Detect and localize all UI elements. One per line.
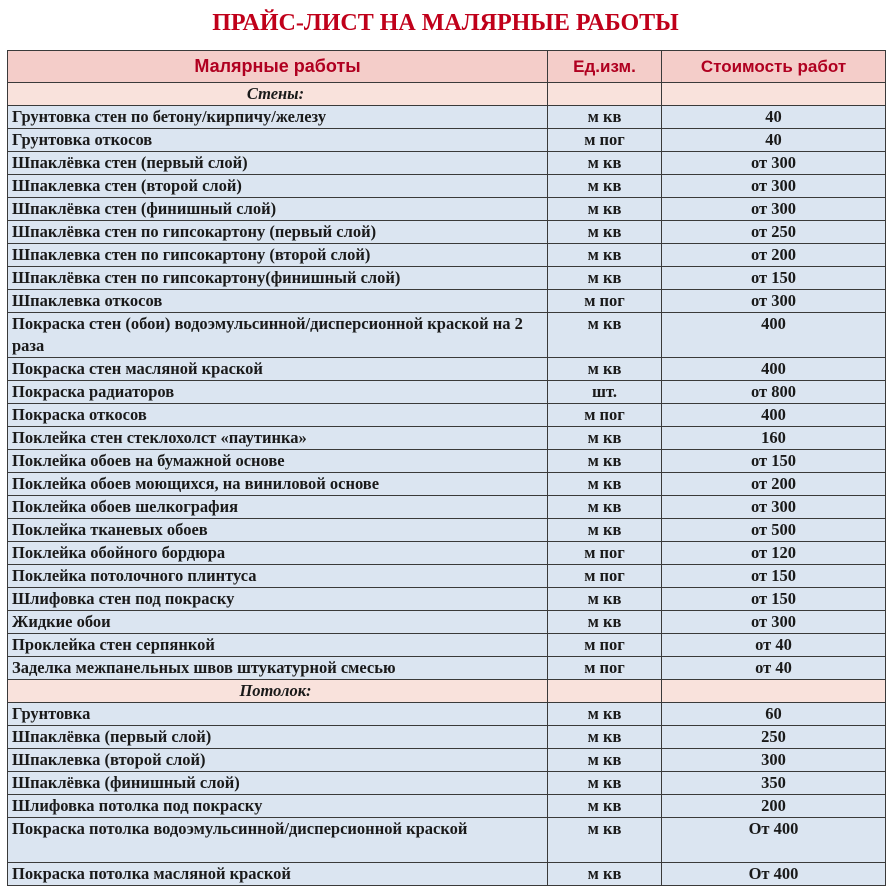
unit-cell: м кв (548, 473, 662, 496)
header-unit: Ед.изм. (548, 51, 662, 83)
unit-cell: м пог (548, 634, 662, 657)
unit-cell: м кв (548, 450, 662, 473)
price-cell: 60 (662, 703, 886, 726)
table-row (8, 106, 886, 129)
table-row (8, 588, 886, 611)
unit-cell: м кв (548, 152, 662, 175)
price-cell: от 150 (662, 450, 886, 473)
section-title: Потолок: (8, 680, 548, 703)
unit-cell: м кв (548, 175, 662, 198)
price-cell: от 150 (662, 565, 886, 588)
unit-cell: м кв (548, 496, 662, 519)
unit-cell: м кв (548, 427, 662, 450)
table-row (8, 772, 886, 795)
unit-cell: м кв (548, 818, 662, 863)
price-cell: 350 (662, 772, 886, 795)
header-work-name: Малярные работы (8, 51, 548, 83)
price-cell: от 200 (662, 473, 886, 496)
unit-cell: м кв (548, 611, 662, 634)
table-row (8, 129, 886, 152)
table-row (8, 221, 886, 244)
unit-cell: м кв (548, 519, 662, 542)
work-name-cell: Грунтовка (8, 703, 548, 726)
price-cell: от 40 (662, 634, 886, 657)
price-cell: от 300 (662, 496, 886, 519)
table-row (8, 473, 886, 496)
table-row (8, 726, 886, 749)
price-cell: от 500 (662, 519, 886, 542)
table-row (8, 818, 886, 863)
unit-cell: м кв (548, 863, 662, 886)
price-cell: 160 (662, 427, 886, 450)
work-name-cell: Шпаклёвка стен (первый слой) (8, 152, 548, 175)
price-cell: от 40 (662, 657, 886, 680)
page-title: ПРАЙС-ЛИСТ НА МАЛЯРНЫЕ РАБОТЫ (212, 10, 679, 36)
price-cell: 300 (662, 749, 886, 772)
work-name-cell: Шпаклёвка стен по гипсокартону (первый слой) (8, 221, 548, 244)
table-header-row (8, 51, 886, 83)
table-row (8, 565, 886, 588)
price-cell: От 400 (662, 863, 886, 886)
unit-cell: шт. (548, 381, 662, 404)
work-name-cell: Шпаклёвка стен (финишный слой) (8, 198, 548, 221)
table-row (8, 313, 886, 358)
section-empty-cell (548, 680, 662, 703)
work-name-cell: Шпаклевка стен (второй слой) (8, 175, 548, 198)
work-name-cell: Покраска потолка масляной краской (8, 863, 548, 886)
price-cell: от 300 (662, 175, 886, 198)
table-row (8, 496, 886, 519)
table-row (8, 542, 886, 565)
price-cell: от 250 (662, 221, 886, 244)
table-row (8, 450, 886, 473)
unit-cell: м кв (548, 221, 662, 244)
table-row (8, 703, 886, 726)
work-name-cell: Поклейка тканевых обоев (8, 519, 548, 542)
table-row (8, 519, 886, 542)
work-name-cell: Шлифовка потолка под покраску (8, 795, 548, 818)
price-cell: от 300 (662, 198, 886, 221)
price-cell: От 400 (662, 818, 886, 863)
work-name-cell: Шпаклёвка (финишный слой) (8, 772, 548, 795)
unit-cell: м кв (548, 726, 662, 749)
work-name-cell: Покраска радиаторов (8, 381, 548, 404)
price-cell: от 120 (662, 542, 886, 565)
unit-cell: м кв (548, 313, 662, 358)
price-cell: 400 (662, 313, 886, 358)
work-name-cell: Покраска стен (обои) водоэмульсинной/дисперсионной краской на 2 раза (8, 313, 548, 358)
work-name-cell: Жидкие обои (8, 611, 548, 634)
work-name-cell: Шпаклёвка стен по гипсокартону(финишный слой) (8, 267, 548, 290)
price-cell: 200 (662, 795, 886, 818)
price-cell: от 150 (662, 267, 886, 290)
work-name-cell: Поклейка обоев шелкография (8, 496, 548, 519)
table-row (8, 657, 886, 680)
price-table (7, 50, 886, 886)
section-header-row (8, 680, 886, 703)
work-name-cell: Покраска потолка водоэмульсинной/дисперсионной краской (8, 818, 548, 863)
header-price: Стоимость работ (662, 51, 886, 83)
work-name-cell: Шпаклёвка (первый слой) (8, 726, 548, 749)
unit-cell: м кв (548, 244, 662, 267)
section-header-row (8, 83, 886, 106)
table-row (8, 244, 886, 267)
price-cell: от 300 (662, 152, 886, 175)
price-cell: 40 (662, 129, 886, 152)
work-name-cell: Покраска откосов (8, 404, 548, 427)
section-empty-cell (548, 83, 662, 106)
unit-cell: м кв (548, 358, 662, 381)
table-row (8, 611, 886, 634)
unit-cell: м кв (548, 267, 662, 290)
table-row (8, 152, 886, 175)
table-row (8, 267, 886, 290)
work-name-cell: Шпаклевка стен по гипсокартону (второй слой) (8, 244, 548, 267)
work-name-cell: Поклейка обоев на бумажной основе (8, 450, 548, 473)
unit-cell: м пог (548, 129, 662, 152)
price-cell: 40 (662, 106, 886, 129)
table-row (8, 863, 886, 886)
table-row (8, 795, 886, 818)
price-cell: от 150 (662, 588, 886, 611)
price-cell: от 300 (662, 290, 886, 313)
price-cell: от 300 (662, 611, 886, 634)
section-empty-cell (662, 83, 886, 106)
unit-cell: м кв (548, 772, 662, 795)
price-cell: 400 (662, 358, 886, 381)
price-cell: 400 (662, 404, 886, 427)
unit-cell: м кв (548, 749, 662, 772)
unit-cell: м пог (548, 657, 662, 680)
work-name-cell: Покраска стен масляной краской (8, 358, 548, 381)
table-row (8, 634, 886, 657)
work-name-cell: Поклейка обоев моющихся, на виниловой основе (8, 473, 548, 496)
unit-cell: м пог (548, 542, 662, 565)
table-row (8, 198, 886, 221)
table-row (8, 358, 886, 381)
price-cell: 250 (662, 726, 886, 749)
work-name-cell: Поклейка обойного бордюра (8, 542, 548, 565)
unit-cell: м кв (548, 703, 662, 726)
table-row (8, 749, 886, 772)
work-name-cell: Шлифовка стен под покраску (8, 588, 548, 611)
unit-cell: м кв (548, 106, 662, 129)
unit-cell: м кв (548, 588, 662, 611)
unit-cell: м пог (548, 565, 662, 588)
work-name-cell: Грунтовка откосов (8, 129, 548, 152)
unit-cell: м кв (548, 198, 662, 221)
work-name-cell: Поклейка стен стеклохолст «паутинка» (8, 427, 548, 450)
unit-cell: м кв (548, 795, 662, 818)
unit-cell: м пог (548, 290, 662, 313)
table-row (8, 404, 886, 427)
price-cell: от 200 (662, 244, 886, 267)
work-name-cell: Поклейка потолочного плинтуса (8, 565, 548, 588)
unit-cell: м пог (548, 404, 662, 427)
table-row (8, 427, 886, 450)
work-name-cell: Заделка межпанельных швов штукатурной смесью (8, 657, 548, 680)
price-cell: от 800 (662, 381, 886, 404)
table-body (8, 83, 886, 886)
table-row (8, 290, 886, 313)
work-name-cell: Шпаклевка откосов (8, 290, 548, 313)
work-name-cell: Грунтовка стен по бетону/кирпичу/железу (8, 106, 548, 129)
section-title: Стены: (8, 83, 548, 106)
work-name-cell: Проклейка стен серпянкой (8, 634, 548, 657)
work-name-cell: Шпаклевка (второй слой) (8, 749, 548, 772)
table-row (8, 175, 886, 198)
section-empty-cell (662, 680, 886, 703)
table-row (8, 381, 886, 404)
